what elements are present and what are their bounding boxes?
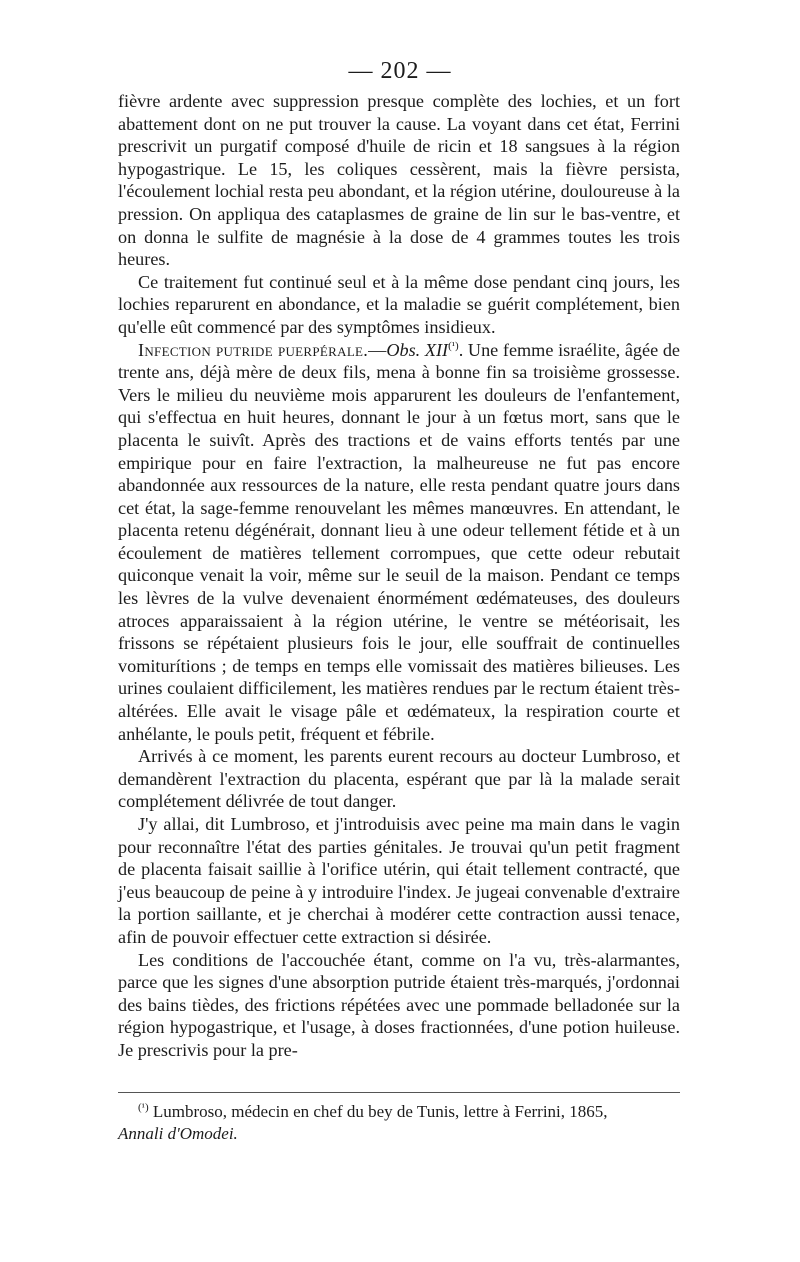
footnote-reference: (¹) xyxy=(448,339,459,352)
footnote-journal: Annali d'Omodei. xyxy=(118,1124,238,1143)
footnote-mark: (¹) xyxy=(138,1101,149,1114)
section-heading: Infection putride puerpérale. xyxy=(138,339,369,360)
footnote-text: Lumbroso, médecin en chef du bey de Tunis, lettre à Ferrini, 1865, xyxy=(148,1102,608,1121)
page-number: — 202 — xyxy=(348,58,452,84)
footnote-divider xyxy=(118,1092,680,1093)
paragraph-1: fièvre ardente avec suppression presque complète des lochies, et un fort abattement dont on ne put trouver la cause. La voyant dans cet état, Ferrini prescrivit un purgatif composé d'huile de ricin et 18 sangsues à la région hypogastrique. Le 15, les coliques cessèrent, mais la fièvre persista, l'écoulement lochial resta peu abondant, et la région utérine, douloureuse à la pression. On appliqua des cataplasmes de graine de lin sur le bas-ventre, et on donna le sulfite de magnésie à la dose de 4 grammes toutes les trois heures. xyxy=(118,91,680,270)
paragraph-4: Arrivés à ce moment, les parents eurent recours au docteur Lumbroso, et demandèrent l'extraction du placenta, espérant que par là la malade serait complétement délivrée de tout danger. xyxy=(118,746,680,812)
paragraph-6: Les conditions de l'accouchée étant, comme on l'a vu, très-alarmantes, parce que les signes d'une absorption putride étaient très-marqués, j'ordonnai des bains tièdes, des frictions répétées avec une pommade belladonée sur la région hypogastrique, et l'usage, à doses fractionnées, d'une potion huileuse. Je prescrivis pour la pre- xyxy=(118,949,680,1060)
paragraph-3-text: . Une femme israélite, âgée de trente ans, déjà mère de deux fils, mena à bonne fin sa troisième grossesse. Vers le milieu du neuvième mois apparurent les douleurs de l'enfantement, qui s'effectua en huit heures, donnant le jour à un fœtus mort, sans que le placenta le suivît. Après des tractions et de vains efforts tentés par une empirique pour en faire l'extraction, la malheureuse ne fut pas encore abandonnée aux ressources de la nature, elle resta pendant quatre jours dans cet état, la sage-femme renouvelant les mêmes manœuvres. En attendant, le placenta retenu dégénérait, donnant lieu à une odeur tellement fétide et à un écoulement de matières tellement corrompues, que cette odeur rebutait quiconque venait la voir, même sur le seuil de la maison. Pendant ce temps les lèvres de la vulve devenaient énormément œdémateuses, des douleurs atroces apparaissaient à la région utérine, le ventre se météorisait, les frissons se répétaient plusieurs fois le jour, elle souffrait de continuelles vomiturítions ; de temps en temps elle vomissait des matières bilieuses. Les urines coulaient difficilement, les matières rendues par le rectum étaient très-altérées. Elle avait le visage pâle et œdémateux, la respiration courte et anhélante, le pouls petit, fréquent et fébrile. xyxy=(118,339,680,744)
footnote xyxy=(118,1101,680,1145)
observation-label: Obs. XII xyxy=(386,339,449,360)
paragraph-3 xyxy=(118,339,680,746)
paragraph-5: J'y allai, dit Lumbroso, et j'introduisis avec peine ma main dans le vagin pour reconnaître l'état des parties génitales. Je trouvai qu'un petit fragment de placenta faisait saillie à l'orifice utérin, qui était tellement contracté, que j'eus beaucoup de peine à y introduire l'index. Je jugeai convenable d'extraire la portion saillante, et je cherchai à modérer cette contraction aussi tenace, afin de pouvoir effectuer cette extraction si désirée. xyxy=(118,814,680,947)
paragraph-2: Ce traitement fut continué seul et à la même dose pendant cinq jours, les lochies reparurent en abondance, et la maladie se guérit complétement, bien qu'elle eût commencé par des symptômes insidieux. xyxy=(118,271,680,337)
heading-dash: — xyxy=(368,339,387,360)
body-text xyxy=(118,90,680,1062)
